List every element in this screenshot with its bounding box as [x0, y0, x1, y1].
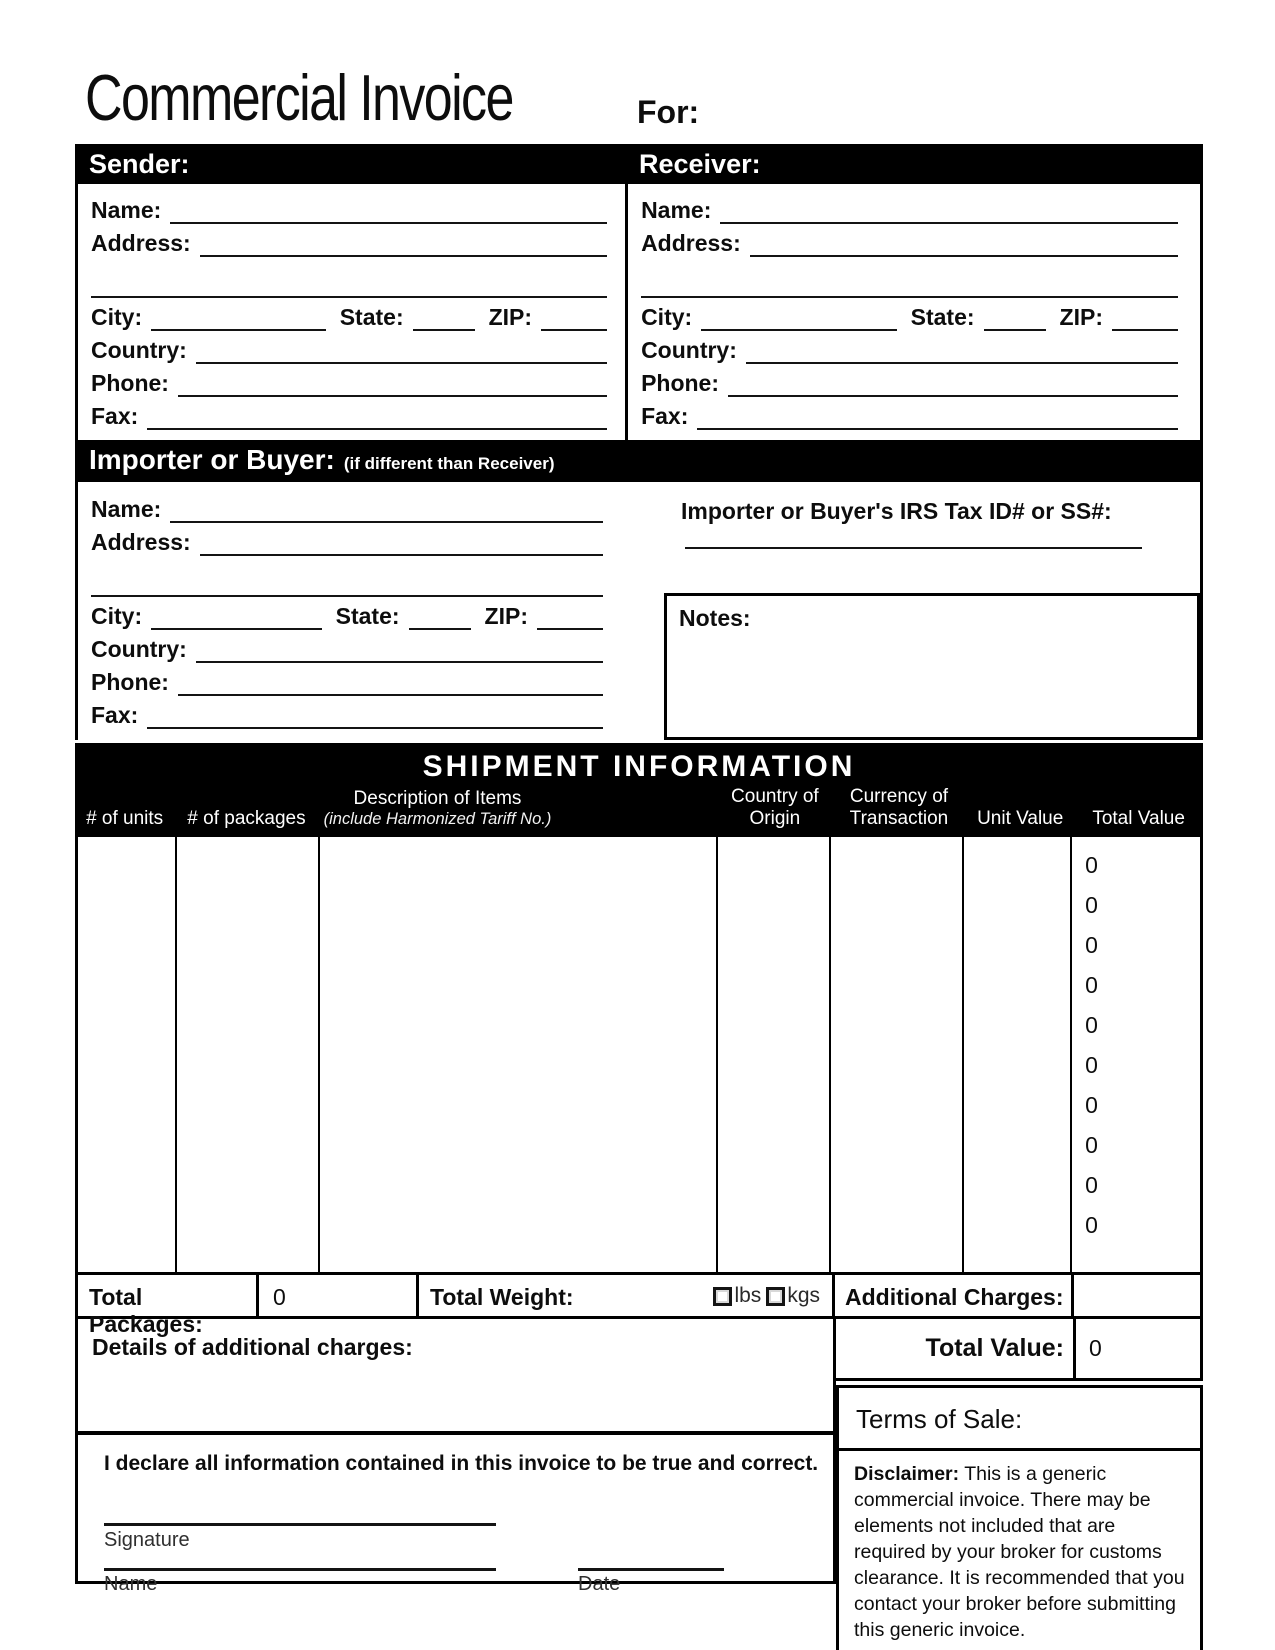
sender-phone-label: Phone:	[91, 370, 169, 396]
receiver-fax-row	[641, 397, 1178, 430]
name-input[interactable]	[104, 1568, 496, 1571]
importer-name-input[interactable]	[170, 517, 603, 523]
importer-header: Importer or Buyer:	[89, 444, 335, 475]
terms-of-sale-label: Terms of Sale:	[856, 1403, 1023, 1434]
receiver-zip-label: ZIP:	[1059, 304, 1103, 330]
sender-phone-input[interactable]	[178, 391, 607, 397]
importer-address2-input[interactable]	[91, 591, 603, 597]
total-packages-value: 0	[259, 1275, 419, 1316]
signature-input[interactable]	[104, 1523, 496, 1526]
importer-fax-label: Fax:	[91, 702, 139, 728]
table-column-total-value[interactable]	[1072, 837, 1200, 1272]
terms-of-sale-box[interactable]	[836, 1385, 1203, 1451]
table-column-description[interactable]	[320, 837, 717, 1272]
receiver-country-label: Country:	[641, 337, 737, 363]
receiver-country-row	[641, 331, 1178, 364]
importer-address-label: Address:	[91, 529, 191, 555]
importer-address-row	[91, 523, 603, 556]
for-label: For:	[637, 94, 700, 130]
importer-zip-label: ZIP:	[484, 603, 528, 629]
sender-address-input[interactable]	[200, 251, 607, 257]
receiver-zip-input[interactable]	[1112, 325, 1178, 331]
receiver-state-input[interactable]	[984, 325, 1046, 331]
importer-address2-row	[91, 556, 603, 597]
shipment-columns	[75, 784, 1203, 832]
total-value-label: Total Value:	[836, 1319, 1076, 1378]
column-header-packages: # of packages	[187, 807, 306, 829]
bottom-area	[75, 1319, 1203, 1650]
total-value-cell: 0	[1085, 971, 1098, 998]
sender-address2-input[interactable]	[91, 292, 607, 298]
importer-address-input[interactable]	[200, 550, 603, 556]
importer-name-label: Name:	[91, 496, 162, 522]
total-value-cell: 0	[1085, 1011, 1098, 1038]
sender-city-row	[91, 298, 607, 331]
tax-id-input[interactable]	[685, 547, 1142, 549]
importer-phone-label: Phone:	[91, 669, 169, 695]
title-row	[75, 60, 1203, 142]
table-column-packages[interactable]	[177, 837, 321, 1272]
parties-body	[75, 184, 1203, 440]
page-title: Commercial Invoice	[85, 61, 513, 134]
receiver-city-label: City:	[641, 304, 693, 330]
receiver-fax-input[interactable]	[697, 424, 1178, 430]
sender-fax-row	[91, 397, 607, 430]
column-header-total-value: Total Value	[1092, 807, 1185, 829]
sender-zip-label: ZIP:	[488, 304, 533, 330]
shipment-table-body	[75, 837, 1203, 1272]
table-column-country-of-origin[interactable]	[718, 837, 831, 1272]
disclaimer-label: Disclaimer:	[854, 1462, 960, 1485]
total-weight-label: Total Weight:	[430, 1283, 574, 1310]
date-input[interactable]	[578, 1568, 724, 1571]
sender-fax-input[interactable]	[147, 424, 607, 430]
sender-city-label: City:	[91, 304, 143, 330]
column-header-unit-value: Unit Value	[977, 807, 1064, 829]
total-weight-cell	[419, 1275, 835, 1316]
sender-address2-row	[91, 257, 607, 298]
sender-address-label: Address:	[91, 230, 191, 256]
receiver-address-label: Address:	[641, 230, 741, 256]
receiver-phone-row	[641, 364, 1178, 397]
column-header-country-of-origin: Country of Origin	[731, 786, 819, 829]
total-value-cell: 0	[1085, 891, 1098, 918]
details-of-additional-charges-box[interactable]	[75, 1319, 836, 1431]
lbs-label: lbs	[734, 1283, 762, 1307]
total-value-row	[836, 1319, 1203, 1381]
receiver-phone-label: Phone:	[641, 370, 720, 396]
kgs-label: kgs	[787, 1283, 820, 1307]
importer-fax-row	[91, 696, 603, 729]
sender-header: Sender:	[89, 148, 190, 179]
importer-country-input[interactable]	[196, 657, 603, 663]
weight-unit-group	[713, 1284, 832, 1308]
importer-city-input[interactable]	[151, 624, 322, 630]
receiver-country-input[interactable]	[746, 358, 1178, 364]
total-value-cell: 0	[1085, 1051, 1098, 1078]
column-header-units: # of units	[86, 807, 164, 829]
receiver-header: Receiver:	[639, 148, 761, 179]
total-value-cell: 0	[1085, 1211, 1098, 1238]
receiver-section	[625, 184, 1200, 440]
additional-charges-label: Additional Charges:	[835, 1275, 1074, 1316]
details-label: Details of additional charges:	[92, 1333, 413, 1360]
importer-right-section	[633, 482, 1200, 740]
sender-city-input[interactable]	[151, 325, 326, 331]
sender-address-row	[91, 224, 607, 257]
shipment-header: SHIPMENT INFORMATION	[422, 750, 856, 783]
disclaimer-text: This is a generic commercial invoice. There may be elements not included that are required by your broker for customs clearance. It is recommended that you contact your broker before submitting this generic invoice.	[854, 1462, 1185, 1642]
table-column-unit-value[interactable]	[964, 837, 1072, 1272]
date-label: Date	[578, 1572, 621, 1595]
sender-name-label: Name:	[91, 197, 162, 223]
table-column-units[interactable]	[78, 837, 177, 1272]
bottom-left	[75, 1319, 836, 1650]
receiver-address2-input[interactable]	[641, 292, 1178, 298]
sender-fax-label: Fax:	[91, 403, 139, 429]
importer-country-label: Country:	[91, 636, 187, 662]
declaration-box	[75, 1431, 836, 1595]
column-header-currency-of-transaction: Currency of Transaction	[849, 786, 949, 829]
notes-box[interactable]	[664, 593, 1200, 740]
invoice-form	[75, 60, 1203, 1650]
importer-body	[75, 482, 1203, 740]
receiver-fax-label: Fax:	[641, 403, 689, 429]
name-label: Name	[104, 1572, 158, 1595]
receiver-state-label: State:	[910, 304, 975, 330]
total-value-cell: 0	[1085, 1091, 1098, 1118]
total-value-cell: 0	[1085, 1131, 1098, 1158]
receiver-city-row	[641, 298, 1178, 331]
additional-charges-value[interactable]	[1074, 1275, 1200, 1316]
parties-header-bar	[75, 144, 1203, 184]
sender-phone-row	[91, 364, 607, 397]
sender-country-row	[91, 331, 607, 364]
shipment-header-bar	[75, 743, 1203, 837]
signature-label: Signature	[104, 1528, 190, 1551]
kgs-checkbox[interactable]	[766, 1287, 785, 1306]
notes-label: Notes:	[679, 605, 751, 631]
sender-zip-input[interactable]	[541, 325, 607, 331]
receiver-name-label: Name:	[641, 197, 712, 223]
importer-state-input[interactable]	[409, 624, 471, 630]
column-header-description: Description of Items (include Harmonized Tariff No.)	[323, 788, 552, 828]
total-value-cell: 0	[1085, 1171, 1098, 1198]
total-value-cell: 0	[1085, 931, 1098, 958]
declaration-text: I declare all information contained in this invoice to be true and correct.	[104, 1451, 819, 1475]
sender-state-input[interactable]	[413, 325, 475, 331]
importer-zip-input[interactable]	[537, 624, 603, 630]
importer-city-row	[91, 597, 603, 630]
bottom-right	[836, 1319, 1203, 1650]
importer-section	[78, 482, 633, 740]
receiver-address-row	[641, 224, 1178, 257]
importer-phone-row	[91, 663, 603, 696]
total-packages-label: Total Packages:	[78, 1275, 259, 1316]
importer-header-bar	[75, 440, 1203, 482]
sender-name-row	[91, 191, 607, 224]
importer-country-row	[91, 630, 603, 663]
receiver-phone-input[interactable]	[728, 391, 1178, 397]
receiver-name-row	[641, 191, 1178, 224]
sender-state-label: State:	[339, 304, 404, 330]
receiver-address2-row	[641, 257, 1178, 298]
sender-country-input[interactable]	[196, 358, 607, 364]
importer-phone-input[interactable]	[178, 690, 603, 696]
sender-name-input[interactable]	[170, 218, 607, 224]
receiver-city-input[interactable]	[701, 325, 896, 331]
sender-country-label: Country:	[91, 337, 187, 363]
total-value-cell: 0	[1085, 851, 1098, 878]
importer-fax-input[interactable]	[147, 723, 603, 729]
importer-name-row	[91, 490, 603, 523]
table-column-currency-of-transaction[interactable]	[831, 837, 965, 1272]
total-value-value: 0	[1089, 1334, 1102, 1361]
receiver-name-input[interactable]	[720, 218, 1178, 224]
disclaimer-box	[836, 1451, 1203, 1650]
importer-city-label: City:	[91, 603, 143, 629]
tax-id-label: Importer or Buyer's IRS Tax ID# or SS#:	[681, 498, 1112, 524]
receiver-address-input[interactable]	[750, 251, 1178, 257]
sender-section	[78, 184, 625, 440]
importer-state-label: State:	[335, 603, 400, 629]
totals-row	[75, 1272, 1203, 1337]
importer-header-note: (if different than Receiver)	[343, 454, 555, 473]
lbs-checkbox[interactable]	[713, 1287, 732, 1306]
